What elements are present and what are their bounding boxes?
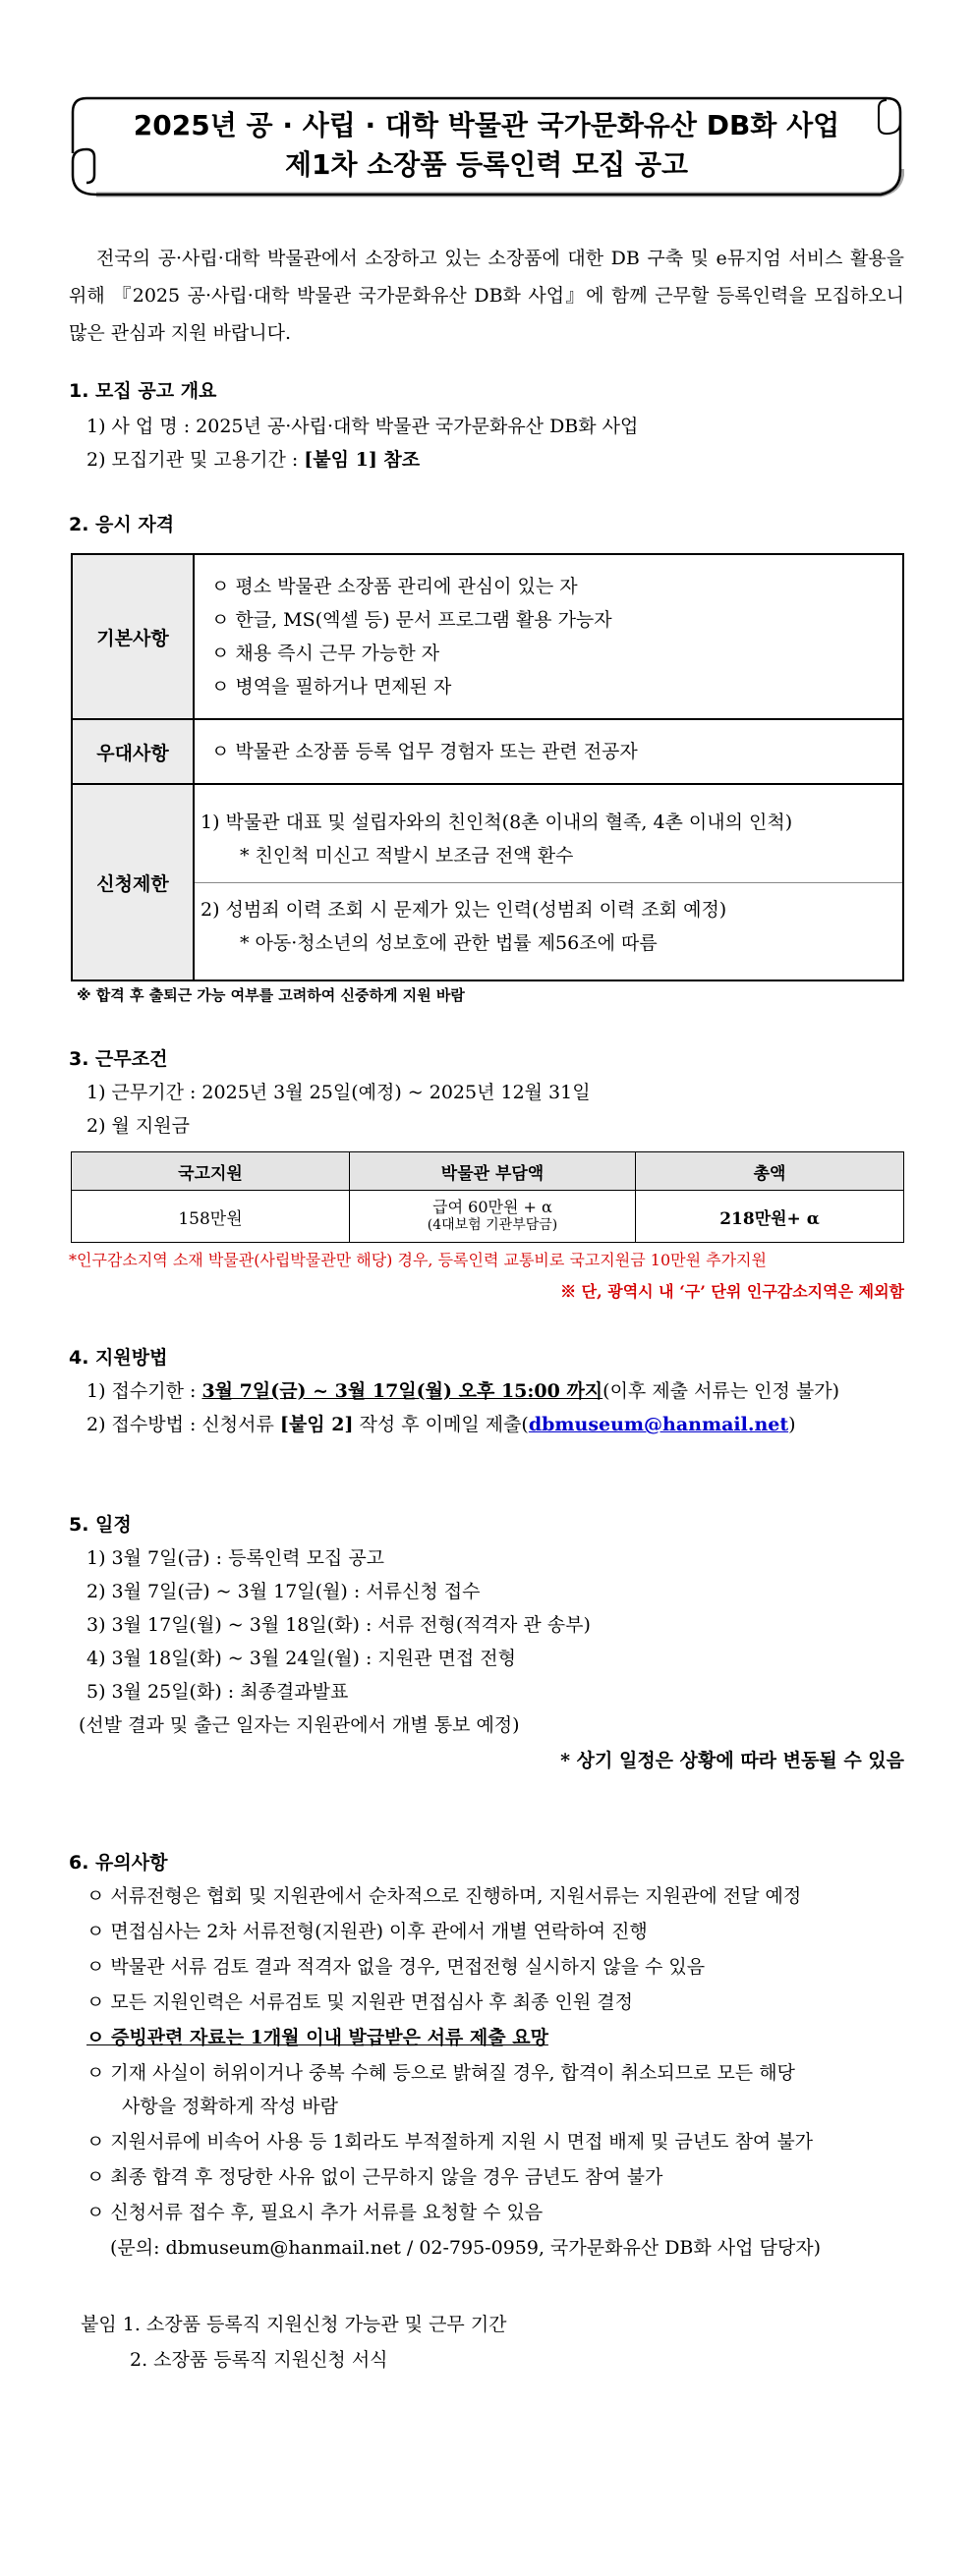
section-3-heading: 3. 근무조건 [69, 1048, 168, 1070]
deadline: 3월 7일(금) ~ 3월 17일(월) 오후 15:00 까지 [201, 1380, 603, 1402]
pay-museum [350, 1191, 636, 1243]
qual-limit-2-note: * 아동·청소년의 성보호에 관한 법률 제56조에 따름 [240, 931, 658, 954]
schedule-item: 2) 3월 7일(금) ~ 3월 17일(월) : 서류신청 접수 [86, 1581, 481, 1602]
qual-limit-cell [194, 784, 903, 980]
pay-header: 총액 [636, 1152, 904, 1191]
s4-item-2 [86, 1413, 796, 1436]
qual-row-basic [72, 554, 903, 719]
caution-item: ㅇ 최종 합격 후 정당한 사유 없이 근무하지 않을 경우 금년도 참여 불가 [86, 2166, 663, 2188]
schedule-note: (선발 결과 및 출근 일자는 지원관에서 개별 통보 예정) [79, 1714, 520, 1736]
s1-item-2-prefix: 2) 모집기관 및 고용기간 : [86, 449, 305, 471]
intro-paragraph [69, 240, 904, 352]
section-2-heading: 2. 응시 자격 [69, 514, 175, 535]
qual-limit-1: 1) 박물관 대표 및 설립자와의 친인척(8촌 이내의 혈족, 4촌 이내의 인척) [201, 811, 793, 833]
pay-header: 박물관 부담액 [350, 1152, 636, 1191]
contact-info: (문의: dbmuseum@hanmail.net / 02-795-0959, 국가문화유산 DB화 사업 담당자) [110, 2237, 822, 2259]
schedule-change-note: * 상기 일정은 상황에 따라 변동될 수 있음 [560, 1750, 904, 1771]
qual-basic-item: ㅇ 병역을 필하거나 면제된 자 [211, 676, 452, 698]
pay-museum-insurance: (4대보험 기관부담금) [427, 1217, 558, 1233]
pay-header: 국고지원 [72, 1152, 350, 1191]
schedule-item: 5) 3월 25일(화) : 최종결과발표 [86, 1681, 349, 1703]
s4-item-1 [86, 1379, 839, 1403]
s4-item-1-prefix: 1) 접수기한 : [86, 1380, 202, 1402]
title-banner [69, 92, 904, 202]
schedule-item: 4) 3월 18일(화) ~ 3월 24일(월) : 지원관 면접 전형 [86, 1648, 516, 1669]
qual-basic-item: ㅇ 한글, MS(엑셀 등) 문서 프로그램 활용 가능자 [211, 609, 612, 631]
qual-limit-1-note: * 친인척 미신고 적발시 보조금 전액 환수 [240, 844, 574, 867]
s3-item-1: 1) 근무기간 : 2025년 3월 25일(예정) ~ 2025년 12월 31일 [86, 1082, 591, 1103]
s1-item-2-ref: [붙임 1] 참조 [304, 449, 421, 471]
s1-item-1: 1) 사 업 명 : 2025년 공·사립·대학 박물관 국가문화유산 DB화 사업 [86, 416, 639, 437]
s3-item-2: 2) 월 지원금 [86, 1115, 190, 1137]
section-5-heading: 5. 일정 [69, 1514, 132, 1536]
intro-text: 전국의 공·사립·대학 박물관에서 소장하고 있는 소장품에 대한 DB 구축 및 e뮤지엄 서비스 활용을 위해 『2025 공·사립·대학 박물관 국가문화유산 DB화 사업』에 함께 근무할 등록인력을 모집하오니 많은 관심과 지원 바랍니다. [69, 248, 904, 344]
qual-basic-item: ㅇ 평소 박물관 소장품 관리에 관심이 있는 자 [211, 576, 578, 597]
s4-item-2-ref: [붙임 2] [279, 1414, 354, 1435]
qual-basic-cell [194, 554, 903, 719]
qual-limit-2: 2) 성범죄 이력 조회 시 문제가 있는 인력(성범죄 이력 조회 예정) [201, 898, 727, 921]
caution-item: ㅇ 면접심사는 2차 서류전형(지원관) 이후 관에서 개별 연락하여 진행 [86, 1921, 648, 1942]
caution-item: ㅇ 서류전형은 협회 및 지원관에서 순차적으로 진행하며, 지원서류는 지원관에 전달 예정 [86, 1885, 802, 1907]
pay-total: 218만원+ α [636, 1191, 904, 1243]
schedule-item: 1) 3월 7일(금) : 등록인력 모집 공고 [86, 1547, 385, 1569]
caution-item: ㅇ 기재 사실이 허위이거나 중복 수혜 등으로 밝혀질 경우, 합격이 취소되므로 모든 해당 [86, 2062, 795, 2084]
qual-label-pref: 우대사항 [72, 719, 194, 784]
qual-pref-item: ㅇ 박물관 소장품 등록 업무 경험자 또는 관련 전공자 [211, 741, 638, 762]
qual-row-limit [72, 784, 903, 980]
page-title [69, 106, 904, 185]
pay-row [72, 1191, 904, 1243]
caution-item: ㅇ 신청서류 접수 후, 필요시 추가 서류를 요청할 수 있음 [86, 2202, 544, 2223]
s4-item-2-suffix: ) [788, 1414, 796, 1435]
title-line-2: 제1차 소장품 등록인력 모집 공고 [284, 148, 689, 181]
s4-item-2-prefix: 2) 접수방법 : 신청서류 [86, 1414, 280, 1435]
section-4-heading: 4. 지원방법 [69, 1347, 168, 1369]
red-note-1: *인구감소지역 소재 박물관(사립박물관만 해당) 경우, 등록인력 교통비로 국고지원금 10만원 추가지원 [69, 1251, 767, 1269]
pay-table [71, 1151, 904, 1243]
attachment-2: 2. 소장품 등록직 지원신청 서식 [130, 2349, 388, 2371]
qual-label-basic: 기본사항 [72, 554, 194, 719]
s1-item-2 [86, 448, 420, 472]
section-6-heading: 6. 유의사항 [69, 1852, 168, 1874]
caution-item: ㅇ 박물관 서류 검토 결과 적격자 없을 경우, 면접전형 실시하지 않을 수 있음 [86, 1956, 706, 1978]
pay-national: 158만원 [72, 1191, 350, 1243]
qual-row-pref [72, 719, 903, 784]
caution-item-emphasis: ㅇ 증빙관련 자료는 1개월 이내 발급받은 서류 제출 요망 [86, 2027, 548, 2048]
caution-item: ㅇ 모든 지원인력은 서류검토 및 지원관 면접심사 후 최종 인원 결정 [86, 1991, 633, 2013]
qualification-footnote: ※ 합격 후 출퇴근 가능 여부를 고려하여 신중하게 지원 바람 [77, 986, 465, 1004]
email-link[interactable]: dbmuseum@hanmail.net [528, 1414, 789, 1435]
title-line-1: 2025년 공 · 사립 · 대학 박물관 국가문화유산 DB화 사업 [133, 109, 840, 141]
caution-item-continued: 사항을 정확하게 작성 바람 [122, 2096, 339, 2117]
s4-item-2-mid: 작성 후 이메일 제출( [353, 1414, 529, 1435]
qual-label-limit: 신청제한 [72, 784, 194, 980]
qual-basic-item: ㅇ 채용 즉시 근무 가능한 자 [211, 643, 440, 664]
pay-museum-salary: 급여 60만원 + α [432, 1198, 552, 1216]
schedule-item: 3) 3월 17일(월) ~ 3월 18일(화) : 서류 전형(적격자 관 송부) [86, 1614, 591, 1636]
caution-item: ㅇ 지원서류에 비속어 사용 등 1회라도 부적절하게 지원 시 면접 배제 및 금년도 참여 불가 [86, 2131, 814, 2153]
qualification-table [71, 553, 904, 981]
s4-item-1-suffix: (이후 제출 서류는 인정 불가) [602, 1380, 840, 1402]
qual-pref-cell [194, 719, 903, 784]
section-1-heading: 1. 모집 공고 개요 [69, 380, 217, 402]
red-note-2: ※ 단, 광역시 내 ‘구’ 단위 인구감소지역은 제외함 [560, 1282, 904, 1301]
pay-header-row [72, 1152, 904, 1191]
attachment-1: 붙임 1. 소장품 등록직 지원신청 가능관 및 근무 기간 [81, 2314, 507, 2335]
